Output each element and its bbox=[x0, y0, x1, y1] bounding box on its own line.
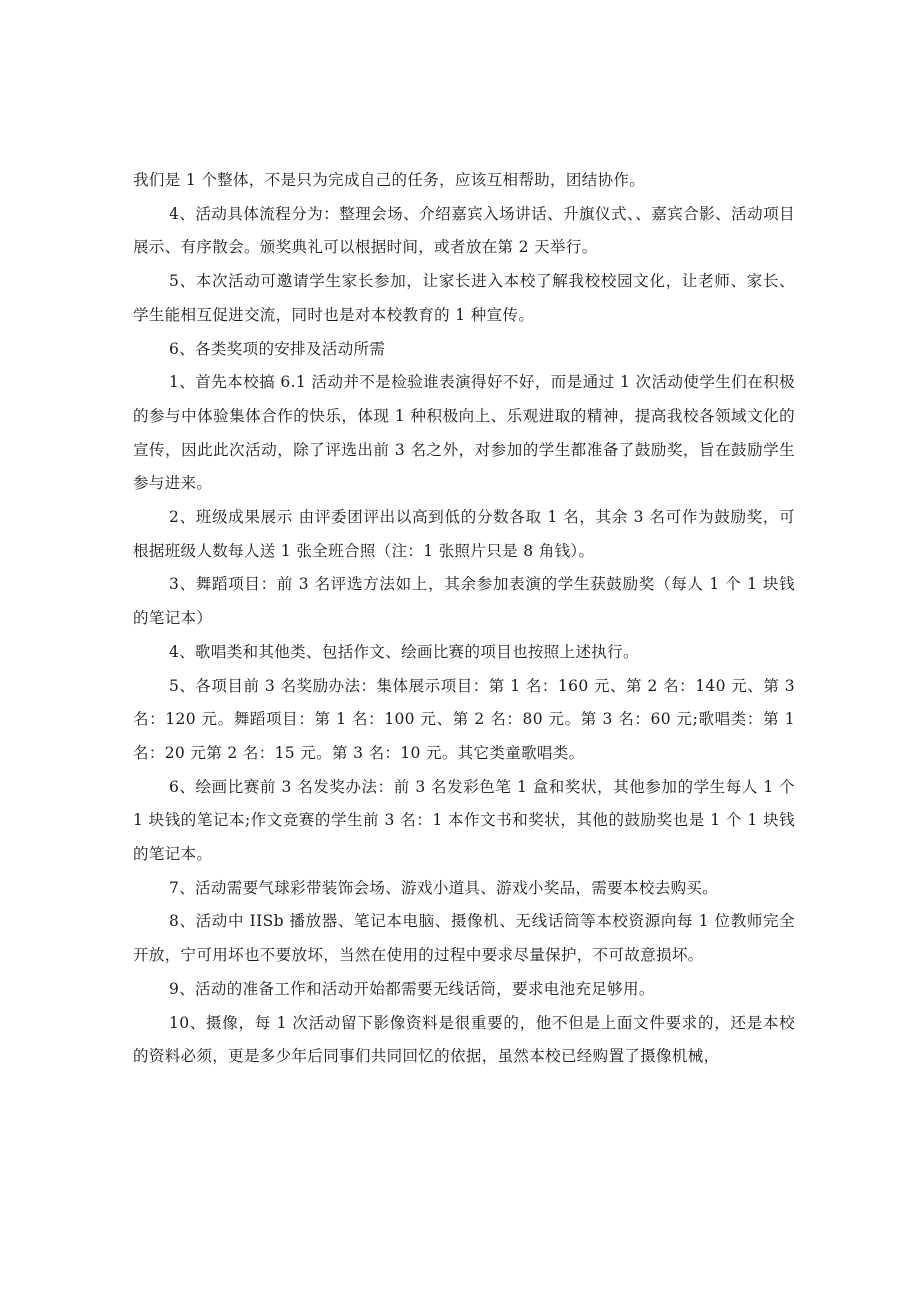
paragraph-video-recording: 10、摄像，每 1 次活动留下影像资料是很重要的，他不但是上面文件要求的，还是本校的资料必须，更是多少年后同事们共同回忆的依据，虽然本校已经购置了摄像机械， bbox=[133, 1013, 795, 1066]
paragraph-equipment: 8、活动中 IISb 播放器、笔记本电脑、摄像机、无线话筒等本校资源向每 1 位教师完全开放，宁可用坏也不要放坏，当然在使用的过程中要求尽量保护，不可故意损坏。 bbox=[133, 912, 795, 965]
paragraph-process-flow: 4、活动具体流程分为：整理会场、介绍嘉宾入场讲话、升旗仪式、、嘉宾合影、活动项目展示、有序散会。颁奖典礼可以根据时间，或者放在第 2 天举行。 bbox=[133, 204, 795, 257]
paragraph-prize-amounts: 5、各项目前 3 名奖励办法：集体展示项目：第 1 名：160 元、第 2 名：140 元、第 3 名：120 元。舞蹈项目：第 1 名：100 元、第 2 名：80 元。第 3 名：60 元;歌唱类：第 1 名：20 元第 2 名：15 元。第 3 名：10 元。其它类童歌唱类。 bbox=[133, 676, 795, 762]
paragraph-continuation: 我们是 1 个整体，不是只为完成自己的任务，应该互相帮助，团结协作。 bbox=[133, 171, 646, 189]
paragraph-microphones: 9、活动的准备工作和活动开始都需要无线话筒，要求电池充足够用。 bbox=[169, 979, 655, 998]
paragraph-drawing-awards: 6、绘画比赛前 3 名发奖办法：前 3 名发彩色笔 1 盒和奖状，其他参加的学生每人 1 个 1 块钱的笔记本;作文竞赛的学生前 3 名：1 本作文书和奖状，其他的鼓励奖也是 1 个 1 块钱的笔记本。 bbox=[133, 777, 795, 864]
document-body bbox=[133, 164, 795, 1074]
paragraph-dance-project: 3、舞蹈项目：前 3 名评选方法如上，其余参加表演的学生获鼓励奖（每人 1 个 1 块钱的笔记本） bbox=[133, 575, 795, 628]
paragraph-award-purpose: 1、首先本校搞 6.1 活动并不是检验谁表演得好不好，而是通过 1 次活动使学生们在积极的参与中体验集体合作的快乐，体现 1 种积极向上、乐观进取的精神，提高我校各领域文化的宣传，因此此次活动，除了评选出前 3 名之外，对参加的学生都准备了鼓励奖，旨在鼓励学生参与进来。 bbox=[133, 373, 795, 493]
paragraph-supplies: 7、活动需要气球彩带装饰会场、游戏小道具、游戏小奖品，需要本校去购买。 bbox=[169, 878, 719, 897]
paragraph-class-showcase: 2、班级成果展示 由评委团评出以高到低的分数各取 1 名，其余 3 名可作为鼓励奖，可根据班级人数每人送 1 张全班合照（注：1 张照片只是 8 角钱）。 bbox=[133, 508, 795, 560]
paragraph-parent-invitation: 5、本次活动可邀请学生家长参加，让家长进入本校了解我校校园文化，让老师、家长、学生能相互促进交流，同时也是对本校教育的 1 种宣传。 bbox=[133, 272, 795, 324]
section-heading-awards: 6、各类奖项的安排及活动所需 bbox=[169, 339, 386, 358]
paragraph-singing-other: 4、歌唱类和其他类、包括作文、绘画比赛的项目也按照上述执行。 bbox=[169, 642, 639, 661]
